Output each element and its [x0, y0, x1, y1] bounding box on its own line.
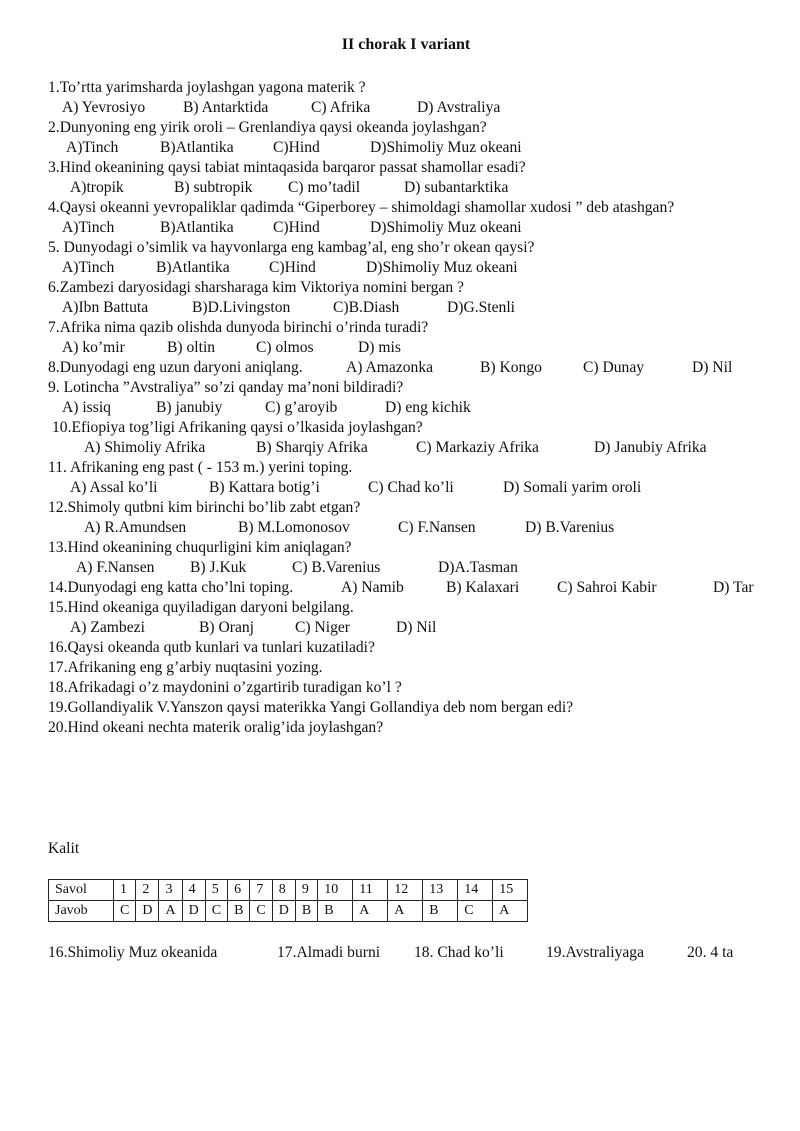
table-cell: 3: [159, 880, 182, 901]
table-cell: D: [136, 901, 159, 922]
option: B) Kalaxari: [446, 579, 520, 596]
table-cell: A: [353, 901, 388, 922]
question-text: 12.Shimoly qutbni kim birinchi bo’lib zabt etgan?: [48, 499, 361, 516]
table-cell: 4: [182, 880, 205, 901]
question-text: 16.Qaysi okeanda qutb kunlari va tunlari kuzatiladi?: [48, 639, 375, 656]
option: B)D.Livingston: [192, 299, 291, 316]
question-12: [0, 498, 800, 518]
table-cell: D: [272, 901, 295, 922]
question-2: [0, 118, 800, 138]
question-15-options: [0, 618, 800, 638]
question-4: [0, 198, 800, 218]
question-4-options: [0, 218, 800, 238]
option: C)Hind: [273, 219, 320, 236]
option: D) Somali yarim oroli: [503, 479, 642, 496]
option: C) Markaziy Afrika: [416, 439, 539, 456]
question-13: [0, 538, 800, 558]
question-7: [0, 318, 800, 338]
question-text: 1.To’rtta yarimsharda joylashgan yagona materik ?: [48, 79, 366, 96]
table-cell: C: [250, 901, 272, 922]
question-text: 9. Lotincha ”Avstraliya” so’zi qanday ma’noni bildiradi?: [48, 379, 404, 396]
option: B)Atlantika: [160, 219, 234, 236]
question-15: [0, 598, 800, 618]
table-cell: 15: [493, 880, 528, 901]
option: A) Namib: [341, 579, 404, 596]
question-10-options: [0, 438, 800, 458]
table-cell: B: [423, 901, 458, 922]
question-17: [0, 658, 800, 678]
table-cell: 6: [228, 880, 250, 901]
option: B) Kongo: [480, 359, 542, 376]
option: C)Hind: [273, 139, 320, 156]
question-7-options: [0, 338, 800, 358]
question-20: [0, 718, 800, 738]
option: A) Yevrosiyo: [62, 99, 146, 116]
question-6-options: [0, 298, 800, 318]
question-text: 7.Afrika nima qazib olishda dunyoda birinchi o’rinda turadi?: [48, 319, 429, 336]
table-cell: 5: [205, 880, 227, 901]
question-1-options: [0, 98, 800, 118]
table-row-answers: [49, 901, 528, 922]
option: D)Shimoliy Muz okeani: [366, 259, 518, 276]
question-text: 4.Qaysi okeanni yevropaliklar qadimda “Giperborey – shimoldagi shamollar xudosi ” deb atashgan?: [48, 199, 675, 216]
option: D)G.Stenli: [447, 299, 516, 316]
option: D)A.Tasman: [438, 559, 518, 576]
question-5-options: [0, 258, 800, 278]
question-text: 20.Hind okeani nechta materik oralig’ida joylashgan?: [48, 719, 384, 736]
option: B) janubiy: [156, 399, 223, 416]
option: D) Avstraliya: [417, 99, 501, 116]
option: B) oltin: [167, 339, 216, 356]
table-cell: D: [182, 901, 205, 922]
option: C) olmos: [256, 339, 314, 356]
question-text: 18.Afrikadagi o’z maydonini o’zgartirib turadigan ko’l ?: [48, 679, 402, 696]
table-cell: 1: [114, 880, 136, 901]
option: D) B.Varenius: [525, 519, 615, 536]
option: D)Shimoliy Muz okeani: [370, 139, 522, 156]
question-10: [0, 418, 800, 438]
question-text: 10.Efiopiya tog’ligi Afrikaning qaysi o’lkasida joylashgan?: [52, 419, 423, 436]
option: D) subantarktika: [404, 179, 509, 196]
question-list: [0, 78, 800, 738]
option: C) Sahroi Kabir: [557, 579, 657, 596]
question-text: 14.Dunyodagi eng katta cho’lni toping.: [48, 579, 294, 596]
question-text: 6.Zambezi daryosidagi sharsharaga kim Viktoriya nomini bergan ?: [48, 279, 464, 296]
option: D)Shimoliy Muz okeani: [370, 219, 522, 236]
open-answer: 17.Almadi burni: [277, 944, 381, 961]
table-cell: A: [159, 901, 182, 922]
table-cell: 8: [272, 880, 295, 901]
table-cell: 14: [458, 880, 493, 901]
question-text: 5. Dunyodagi o’simlik va hayvonlarga eng kambag’al, eng sho’r okean qaysi?: [48, 239, 535, 256]
option: D) eng kichik: [385, 399, 471, 416]
table-row-questions: [49, 880, 528, 901]
question-text: 11. Afrikaning eng past ( - 153 m.) yerini toping.: [48, 459, 353, 476]
table-cell: 11: [353, 880, 388, 901]
option: A)Tinch: [62, 219, 115, 236]
option: B)Atlantika: [160, 139, 234, 156]
question-text: 8.Dunyodagi eng uzun daryoni aniqlang.: [48, 359, 303, 376]
option: C) mo’tadil: [288, 179, 361, 196]
option: D) Nil: [692, 359, 733, 376]
table-cell: 12: [388, 880, 423, 901]
option: B) Kattara botig’i: [209, 479, 320, 496]
option: A) ko’mir: [62, 339, 125, 356]
question-9-options: [0, 398, 800, 418]
question-13-options: [0, 558, 800, 578]
table-cell: B: [295, 901, 317, 922]
question-18: [0, 678, 800, 698]
question-text: 19.Gollandiyalik V.Yanszon qaysi materikka Yangi Gollandiya deb nom bergan edi?: [48, 699, 574, 716]
table-cell: B: [318, 901, 353, 922]
option: A) Assal ko’li: [70, 479, 158, 496]
question-8: [0, 358, 800, 378]
row-label: Savol: [49, 880, 114, 901]
page-title: II chorak I variant: [341, 36, 471, 53]
open-answer: 16.Shimoliy Muz okeanida: [48, 944, 218, 961]
table-cell: A: [388, 901, 423, 922]
option: D) Nil: [396, 619, 437, 636]
table-cell: 7: [250, 880, 272, 901]
question-6: [0, 278, 800, 298]
question-12-options: [0, 518, 800, 538]
table-cell: C: [458, 901, 493, 922]
question-11-options: [0, 478, 800, 498]
question-11: [0, 458, 800, 478]
option: C) Dunay: [583, 359, 645, 376]
question-5: [0, 238, 800, 258]
option: A) issiq: [62, 399, 111, 416]
option: A) Zambezi: [70, 619, 145, 636]
option: B) Oranj: [199, 619, 254, 636]
question-2-options: [0, 138, 800, 158]
table-cell: 13: [423, 880, 458, 901]
option: A)tropik: [70, 179, 124, 196]
option: B) Sharqiy Afrika: [256, 439, 368, 456]
answer-key-label: Kalit: [48, 840, 80, 857]
option: C) Niger: [295, 619, 350, 636]
option: C) B.Varenius: [292, 559, 381, 576]
option: A)Ibn Battuta: [62, 299, 149, 316]
option: C) F.Nansen: [398, 519, 476, 536]
option: A)Tinch: [66, 139, 119, 156]
option: C) Chad ko’li: [368, 479, 454, 496]
table-cell: A: [493, 901, 528, 922]
table-cell: C: [114, 901, 136, 922]
option: D) mis: [358, 339, 401, 356]
question-text: 17.Afrikaning eng g’arbiy nuqtasini yozing.: [48, 659, 323, 676]
question-14: [0, 578, 800, 598]
option: B) subtropik: [174, 179, 253, 196]
question-text: 2.Dunyoning eng yirik oroli – Grenlandiya qaysi okeanda joylashgan?: [48, 119, 487, 136]
row-label: Javob: [49, 901, 114, 922]
table-cell: C: [205, 901, 227, 922]
table-cell: 10: [318, 880, 353, 901]
option: A) Shimoliy Afrika: [84, 439, 206, 456]
question-3: [0, 158, 800, 178]
option: A) R.Amundsen: [84, 519, 187, 536]
option: C)B.Diash: [333, 299, 400, 316]
question-text: 13.Hind okeanining chuqurligini kim aniqlagan?: [48, 539, 352, 556]
option: B)Atlantika: [156, 259, 230, 276]
answer-key-table: [48, 879, 528, 922]
option: A) F.Nansen: [76, 559, 155, 576]
option: A)Tinch: [62, 259, 115, 276]
option: C) Afrika: [311, 99, 371, 116]
table-cell: 9: [295, 880, 317, 901]
question-3-options: [0, 178, 800, 198]
option: C) g’aroyib: [265, 399, 338, 416]
question-1: [0, 78, 800, 98]
question-9: [0, 378, 800, 398]
table-cell: B: [228, 901, 250, 922]
question-text: 3.Hind okeanining qaysi tabiat mintaqasida barqaror passat shamollar esadi?: [48, 159, 526, 176]
open-answer: 20. 4 ta: [687, 944, 734, 961]
option: D) Tar: [713, 579, 754, 596]
question-text: 15.Hind okeaniga quyiladigan daryoni belgilang.: [48, 599, 354, 616]
option: B) J.Kuk: [190, 559, 247, 576]
question-19: [0, 698, 800, 718]
option: C)Hind: [269, 259, 316, 276]
option: A) Amazonka: [346, 359, 434, 376]
option: B) Antarktida: [183, 99, 269, 116]
table-cell: 2: [136, 880, 159, 901]
open-answer: 18. Chad ko’li: [414, 944, 504, 961]
open-answer: 19.Avstraliyaga: [546, 944, 645, 961]
question-16: [0, 638, 800, 658]
option: B) M.Lomonosov: [238, 519, 350, 536]
option: D) Janubiy Afrika: [594, 439, 707, 456]
